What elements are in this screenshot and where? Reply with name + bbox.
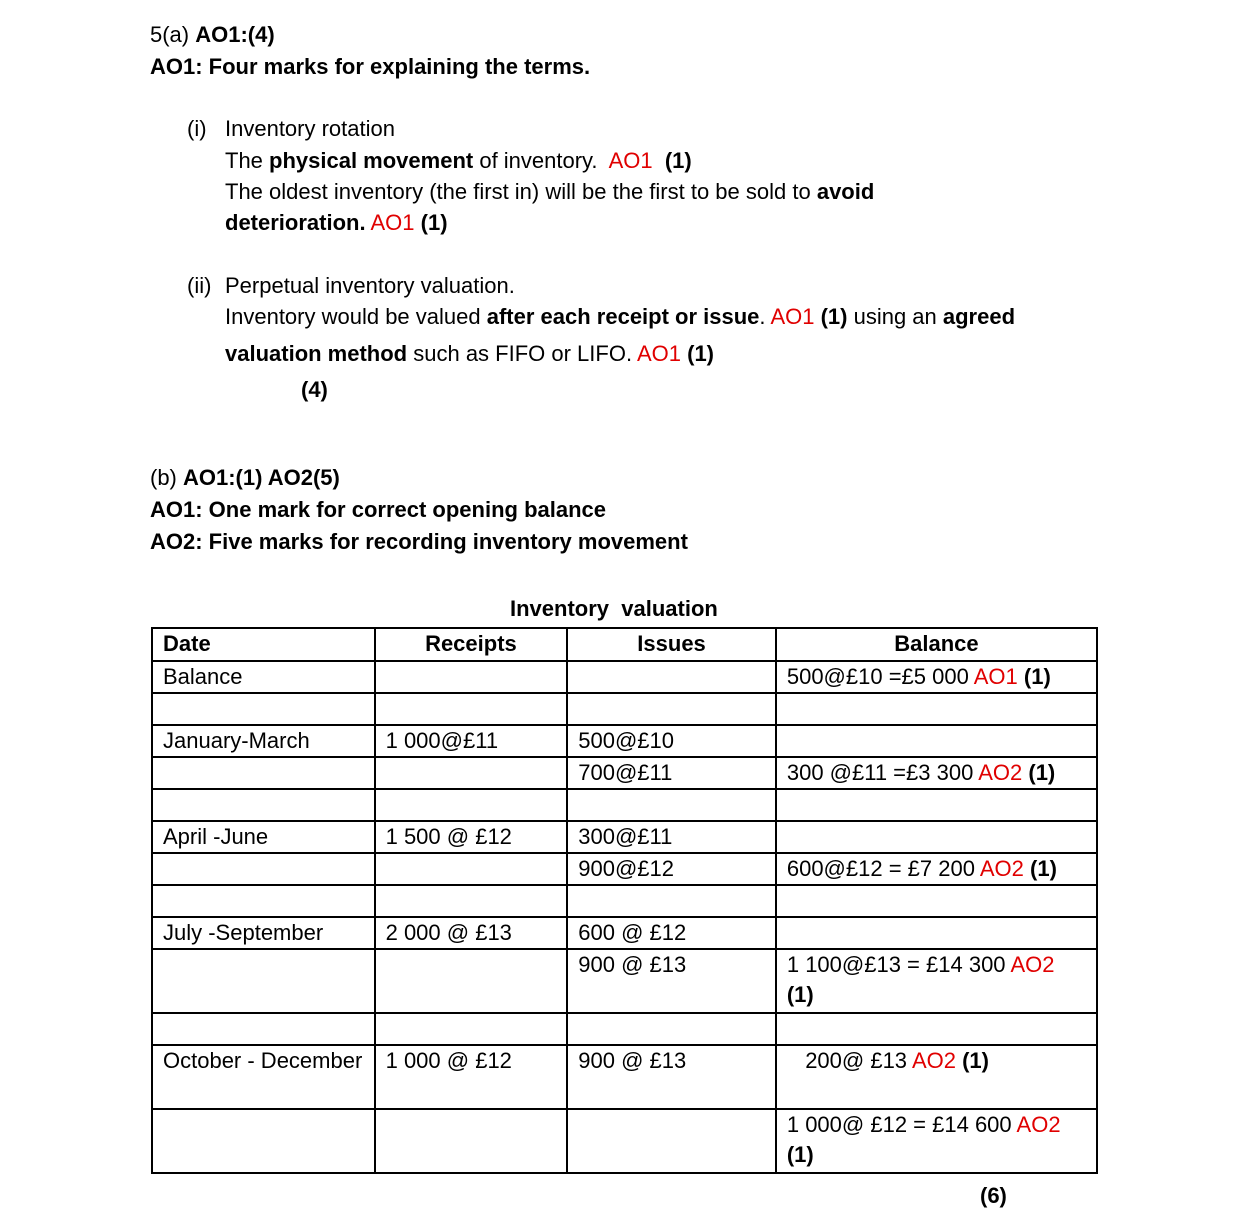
cell-issues: 900 @ £13 (567, 949, 776, 1013)
cell-date (152, 853, 375, 885)
bold-text: (1) (786, 1112, 1067, 1167)
cell-issues: 900 @ £13 (567, 1045, 776, 1109)
cell-date: Balance (152, 661, 375, 693)
table-row (152, 757, 1097, 789)
bold-text: avoid (816, 179, 875, 204)
cell-date (152, 693, 375, 725)
cell-issues (567, 1013, 776, 1045)
cell-receipts (375, 789, 568, 821)
cell-date: October - December (152, 1045, 375, 1109)
table-row (152, 789, 1097, 821)
bold-text: deterioration. (225, 210, 366, 235)
cell-balance (776, 757, 1097, 789)
text: such as FIFO or LIFO. (407, 341, 637, 366)
cell-receipts: 2 000 @ £13 (375, 917, 568, 949)
cell-receipts (375, 1109, 568, 1173)
table-row (152, 853, 1097, 885)
cell-issues (567, 789, 776, 821)
part-b-total: (6) (980, 1183, 1007, 1208)
cell-issues: 700@£11 (567, 757, 776, 789)
cell-balance (776, 693, 1097, 725)
item-i-line (225, 148, 692, 174)
part-b-sub2 (150, 529, 688, 555)
assessment-objective: AO1 (636, 341, 681, 366)
cell-issues (567, 885, 776, 917)
assessment-objective: AO2 (979, 856, 1024, 881)
cell-balance (776, 725, 1097, 757)
text: 200@ £13 (786, 1048, 912, 1073)
assessment-objective: AO1 (770, 304, 815, 329)
assessment-objective: AO2 (1016, 1112, 1061, 1137)
cell-date (152, 949, 375, 1013)
item-i-label: (i) (187, 116, 207, 141)
cell-balance (776, 917, 1097, 949)
text: Inventory would be valued (225, 304, 487, 329)
text: 1 100@£13 = £14 300 (786, 952, 1011, 977)
part-b-heading (150, 465, 340, 491)
cell-balance (776, 1013, 1097, 1045)
bold-text: AO1:(1) AO2(5) (183, 465, 340, 490)
cell-issues: 500@£10 (567, 725, 776, 757)
cell-date: April -June (152, 821, 375, 853)
cell-date (152, 789, 375, 821)
header-receipts: Receipts (375, 628, 568, 661)
cell-date (152, 1013, 375, 1045)
bold-text: agreed (942, 304, 1016, 329)
table-row (152, 693, 1097, 725)
cell-date: July -September (152, 917, 375, 949)
bold-text: (1) (1017, 664, 1051, 689)
cell-receipts (375, 949, 568, 1013)
assessment-objective: AO1 (370, 210, 415, 235)
table-body (152, 661, 1097, 1173)
bold-text: (1) (814, 304, 848, 329)
text: 500@£10 =£5 000 (786, 664, 974, 689)
item-i-line (225, 179, 874, 205)
assessment-objective: AO2 (911, 1048, 956, 1073)
header-date: Date (152, 628, 375, 661)
table-row (152, 661, 1097, 693)
cell-receipts (375, 693, 568, 725)
cell-receipts: 1 000@£11 (375, 725, 568, 757)
cell-balance (776, 1045, 1097, 1109)
bold-text: (1) (681, 341, 714, 366)
table-row (152, 917, 1097, 949)
bold-text: (1) (1022, 760, 1056, 785)
item-ii-label: (ii) (187, 273, 212, 298)
item-i-line (225, 210, 448, 236)
inventory-valuation-table (151, 627, 1098, 1174)
assessment-objective: AO2 (1010, 952, 1055, 977)
cell-issues: 300@£11 (567, 821, 776, 853)
cell-receipts: 1 000 @ £12 (375, 1045, 568, 1109)
item-i-title: Inventory rotation (225, 116, 395, 141)
cell-balance (776, 949, 1097, 1013)
table-title: Inventory valuation (510, 596, 718, 621)
assessment-objective: AO2 (978, 760, 1023, 785)
item-ii-line (225, 304, 1015, 330)
bold-text: (1) (1023, 856, 1057, 881)
bold-text: AO1: One mark for correct opening balance (150, 497, 607, 522)
cell-date (152, 1109, 375, 1173)
assessment-objective: AO1 (973, 664, 1018, 689)
cell-receipts (375, 661, 568, 693)
bold-text: AO1:(4) (195, 22, 275, 47)
cell-issues (567, 1109, 776, 1173)
table-row (152, 725, 1097, 757)
cell-receipts: 1 500 @ £12 (375, 821, 568, 853)
bold-text: (1) (652, 148, 692, 173)
cell-receipts (375, 853, 568, 885)
table-row (152, 821, 1097, 853)
cell-receipts (375, 1013, 568, 1045)
table-row (152, 1109, 1097, 1173)
cell-issues: 600 @ £12 (567, 917, 776, 949)
bold-text: valuation method (225, 341, 408, 366)
header-issues: Issues (567, 628, 776, 661)
assessment-objective: AO1 (608, 148, 653, 173)
cell-date (152, 757, 375, 789)
text: 300 @£11 =£3 300 (786, 760, 979, 785)
bold-text: AO2: Five marks for recording inventory movement (150, 529, 688, 554)
text: 1 000@ £12 = £14 600 (786, 1112, 1017, 1137)
text: The oldest inventory (the first in) will be the first to be sold to (225, 179, 817, 204)
bold-text: AO1: Four marks for explaining the terms. (150, 54, 591, 79)
bold-text: (1) (414, 210, 448, 235)
text: The (225, 148, 270, 173)
bold-text: physical movement (269, 148, 474, 173)
cell-balance (776, 821, 1097, 853)
cell-balance (776, 1109, 1097, 1173)
part-b-sub1 (150, 497, 606, 523)
table-row (152, 949, 1097, 1013)
text: . (759, 304, 771, 329)
cell-issues (567, 693, 776, 725)
cell-issues: 900@£12 (567, 853, 776, 885)
table-row (152, 1045, 1097, 1109)
text: using an (847, 304, 943, 329)
cell-balance (776, 853, 1097, 885)
cell-issues (567, 661, 776, 693)
text: (b) (150, 465, 183, 490)
part-a-subheading (150, 54, 590, 80)
item-ii-title: Perpetual inventory valuation. (225, 273, 515, 298)
bold-text: (1) (786, 952, 1061, 1007)
item-ii-line (225, 341, 714, 367)
bold-text: (1) (955, 1048, 989, 1073)
table-row (152, 885, 1097, 917)
text: 600@£12 = £7 200 (786, 856, 980, 881)
cell-receipts (375, 757, 568, 789)
cell-date (152, 885, 375, 917)
table-row (152, 1013, 1097, 1045)
cell-date: January-March (152, 725, 375, 757)
bold-text: after each receipt or issue (486, 304, 760, 329)
cell-balance (776, 661, 1097, 693)
table-header-row (152, 628, 1097, 661)
cell-receipts (375, 885, 568, 917)
text: of inventory. (473, 148, 609, 173)
text: 5(a) (150, 22, 196, 47)
cell-balance (776, 885, 1097, 917)
part-a-total: (4) (301, 377, 328, 402)
header-balance: Balance (776, 628, 1097, 661)
cell-balance (776, 789, 1097, 821)
part-a-heading (150, 22, 275, 48)
